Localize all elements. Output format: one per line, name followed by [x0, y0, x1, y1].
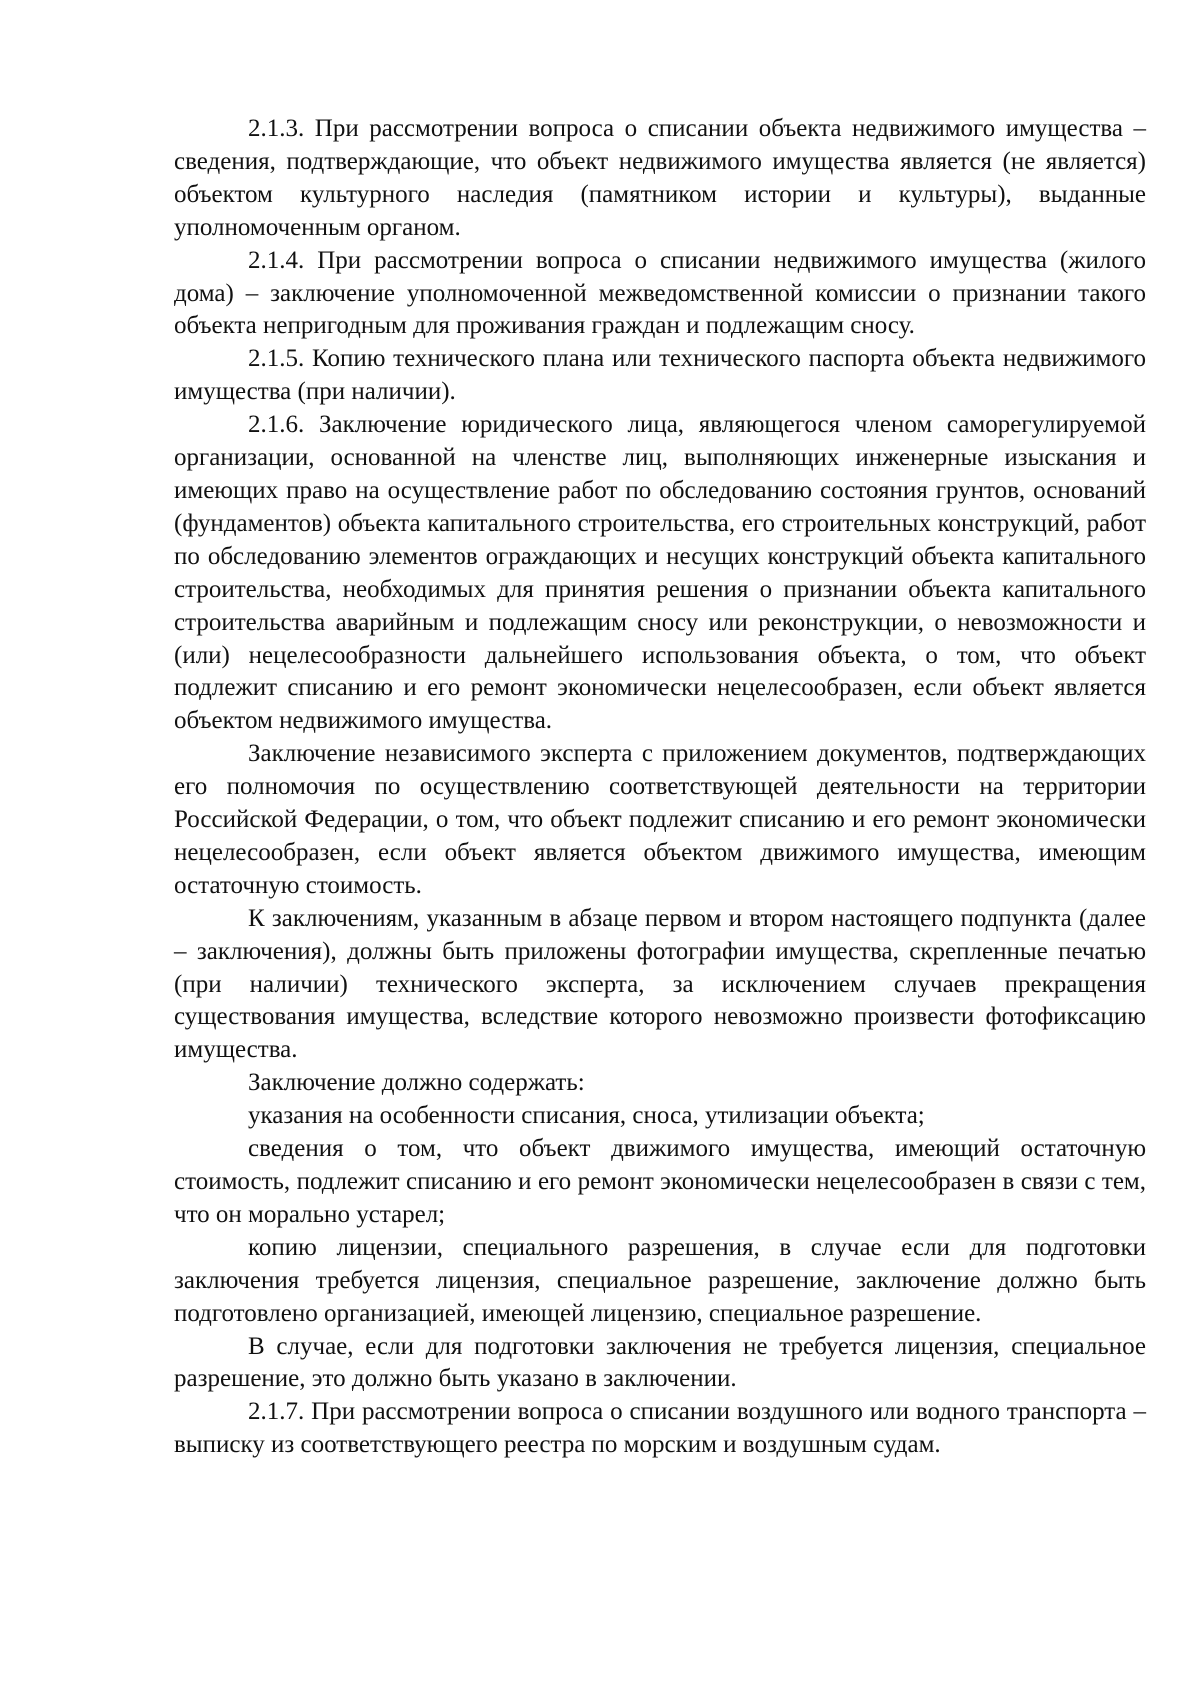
- list-item-obsolete-info: сведения о том, что объект движимого имущества, имеющий остаточную стоимость, подлежит списанию и его ремонт экономически нецелесообразен в связи с тем, что он морально устарел;: [174, 1135, 1146, 1228]
- paragraph-photos-attached: К заключениям, указанным в абзаце первом и втором настоящего подпункта (далее – заключения), должны быть приложены фотографии имущества, скрепленные печатью (при наличии) технического эксперта, за исключением случаев прекращения существования имущества, вследствие которого невозможно произвести фотофиксацию имущества.: [174, 904, 1146, 1064]
- paragraph-2-1-7: 2.1.7. При рассмотрении вопроса о списании воздушного или водного транспорта – выписку из соответствующего реестра по морским и воздушным судам.: [174, 1398, 1146, 1459]
- paragraph-2-1-5: 2.1.5. Копию технического плана или технического паспорта объекта недвижимого имущества (при наличии).: [174, 345, 1146, 406]
- paragraph-independent-expert: Заключение независимого эксперта с приложением документов, подтверждающих его полномочия по осуществлению соответствующей деятельности на территории Российской Федерации, о том, что объект подлежит списанию и его ремонт экономически нецелесообразен, если объект является объектом движимого имущества, имеющим остаточную стоимость.: [174, 740, 1146, 899]
- paragraph-2-1-3: 2.1.3. При рассмотрении вопроса о списании объекта недвижимого имущества – сведения, подтверждающие, что объект недвижимого имущества является (не является) объектом культурного наследия (памятником истории и культуры), выданные уполномоченным органом.: [174, 115, 1146, 241]
- paragraph-2-1-4: 2.1.4. При рассмотрении вопроса о списании недвижимого имущества (жилого дома) – заключение уполномоченной межведомственной комиссии о признании такого объекта непригодным для проживания граждан и подлежащим сносу.: [174, 246, 1146, 340]
- paragraph-no-license-required: В случае, если для подготовки заключения не требуется лицензия, специальное разрешение, это должно быть указано в заключении.: [174, 1332, 1146, 1393]
- list-item-write-off-features: указания на особенности списания, сноса, утилизации объекта;: [248, 1102, 925, 1130]
- document-body: [174, 113, 1146, 1462]
- list-item-license-copy: копию лицензии, специального разрешения, в случае если для подготовки заключения требуется лицензия, специальное разрешение, заключение должно быть подготовлено организацией, имеющей лицензию, специальное разрешение.: [174, 1233, 1146, 1327]
- paragraph-conclusion-contents: Заключение должно содержать:: [248, 1069, 585, 1097]
- paragraph-2-1-6: 2.1.6. Заключение юридического лица, являющегося членом саморегулируемой организации, основанной на членстве лиц, выполняющих инженерные изыскания и имеющих право на осуществление работ по обследованию состояния грунтов, оснований (фундаментов) объекта капитального строительства, его строительных конструкций, работ по обследованию элементов ограждающих и несущих конструкций объекта капитального строительства, необходимых для принятия решения о признании объекта капитального строительства аварийным и подлежащим сносу или реконструкции, о невозможности и (или) нецелесообразности дальнейшего использования объекта, о том, что объект подлежит списанию и его ремонт экономически нецелесообразен, если объект является объектом недвижимого имущества.: [174, 411, 1146, 735]
